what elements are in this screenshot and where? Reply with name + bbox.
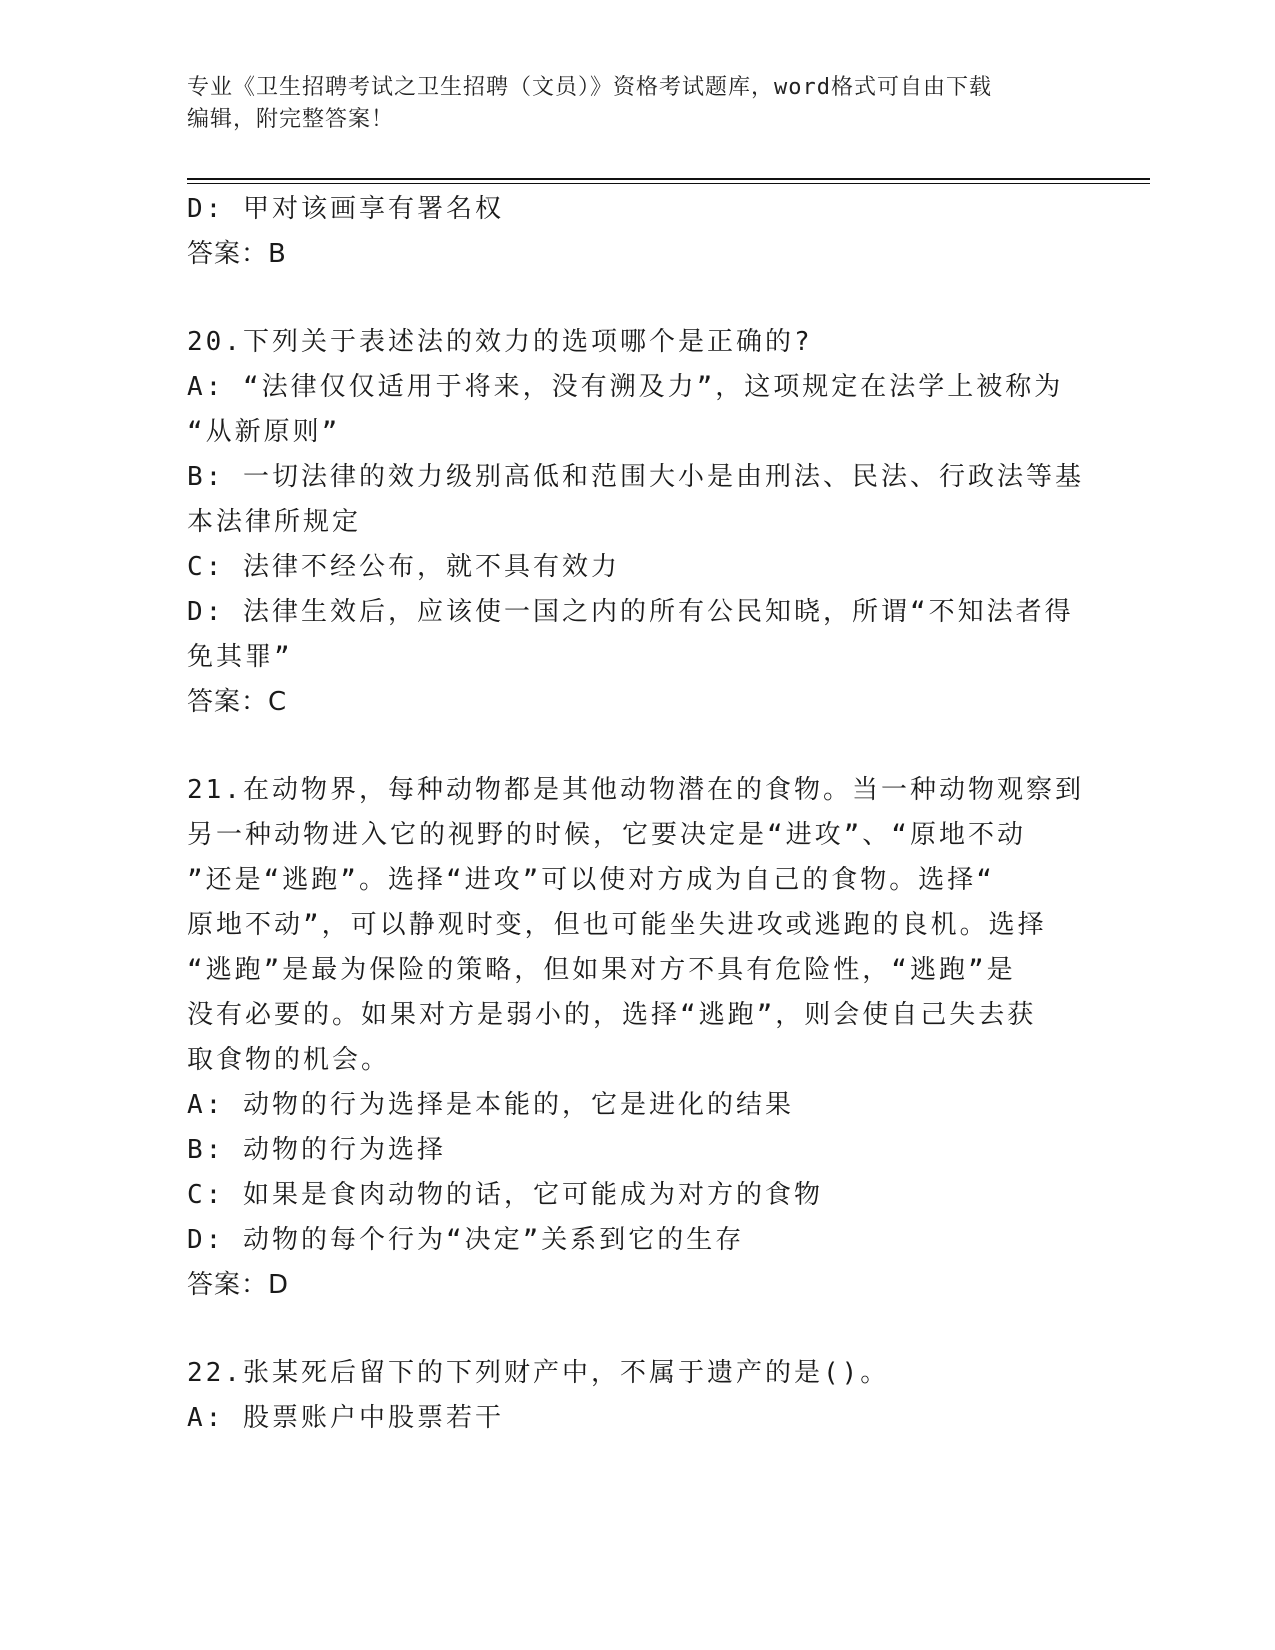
header-line-2: 编辑，附完整答案！ bbox=[187, 107, 395, 132]
spacer bbox=[187, 725, 1067, 768]
option-b: B: 一切法律的效力级别高低和范围大小是由刑法、民法、行政法等基 bbox=[187, 462, 1084, 492]
option-a-continued: “从新原则” bbox=[187, 417, 341, 447]
option-b-continued: 本法律所规定 bbox=[187, 507, 362, 537]
option-a: A: “法律仅仅适用于将来，没有溯及力”，这项规定在法学上被称为 bbox=[187, 372, 1064, 402]
question-stem: 20.下列关于表述法的效力的选项哪个是正确的? bbox=[187, 327, 813, 357]
option-b: B: 动物的行为选择 bbox=[187, 1135, 446, 1165]
question-stem-continued: 取食物的机会。 bbox=[187, 1045, 391, 1075]
document-header bbox=[187, 72, 1087, 136]
answer-line: 答案：C bbox=[187, 687, 288, 717]
question-stem-continued: 没有必要的。如果对方是弱小的，选择“逃跑”，则会使自己失去获 bbox=[187, 1000, 1037, 1030]
question-stem-continued: “逃跑”是最为保险的策略，但如果对方不具有危险性，“逃跑”是 bbox=[187, 955, 1016, 985]
question-list bbox=[187, 187, 1084, 1441]
header-rule-thin bbox=[187, 183, 1150, 184]
question-stem: 22.张某死后留下的下列财产中，不属于遗产的是()。 bbox=[187, 1358, 890, 1388]
option-d: D: 动物的每个行为“决定”关系到它的生存 bbox=[187, 1225, 745, 1255]
option-d: D: 法律生效后，应该使一国之内的所有公民知晓，所谓“不知法者得 bbox=[187, 597, 1074, 627]
question-stem: 21.在动物界，每种动物都是其他动物潜在的食物。当一种动物观察到 bbox=[187, 775, 1084, 805]
spacer bbox=[187, 1308, 1067, 1351]
option-c: C: 如果是食肉动物的话，它可能成为对方的食物 bbox=[187, 1180, 823, 1210]
question-stem-continued: 另一种动物进入它的视野的时候，它要决定是“进攻”、“原地不动 bbox=[187, 820, 1026, 850]
question-22 bbox=[187, 1351, 1067, 1441]
question-20 bbox=[187, 320, 1084, 725]
question-19-tail bbox=[187, 187, 1067, 277]
option-a: A: 股票账户中股票若干 bbox=[187, 1403, 504, 1433]
answer-line: 答案：D bbox=[187, 1270, 290, 1300]
option-c: C: 法律不经公布，就不具有效力 bbox=[187, 552, 620, 582]
option-d: D: 甲对该画享有署名权 bbox=[187, 194, 504, 224]
option-d-continued: 免其罪” bbox=[187, 642, 293, 672]
header-line-1: 专业《卫生招聘考试之卫生招聘（文员）》资格考试题库，word格式可自由下载 bbox=[187, 75, 992, 100]
header-rule-thick bbox=[187, 178, 1150, 180]
answer-line: 答案：B bbox=[187, 239, 287, 269]
question-stem-continued: ”还是“逃跑”。选择“进攻”可以使对方成为自己的食物。选择“ bbox=[187, 865, 995, 895]
option-a: A: 动物的行为选择是本能的，它是进化的结果 bbox=[187, 1090, 794, 1120]
question-stem-continued: 原地不动”，可以静观时变，但也可能坐失进攻或逃跑的良机。选择 bbox=[187, 910, 1047, 940]
question-21 bbox=[187, 768, 1084, 1308]
spacer bbox=[187, 277, 1067, 320]
